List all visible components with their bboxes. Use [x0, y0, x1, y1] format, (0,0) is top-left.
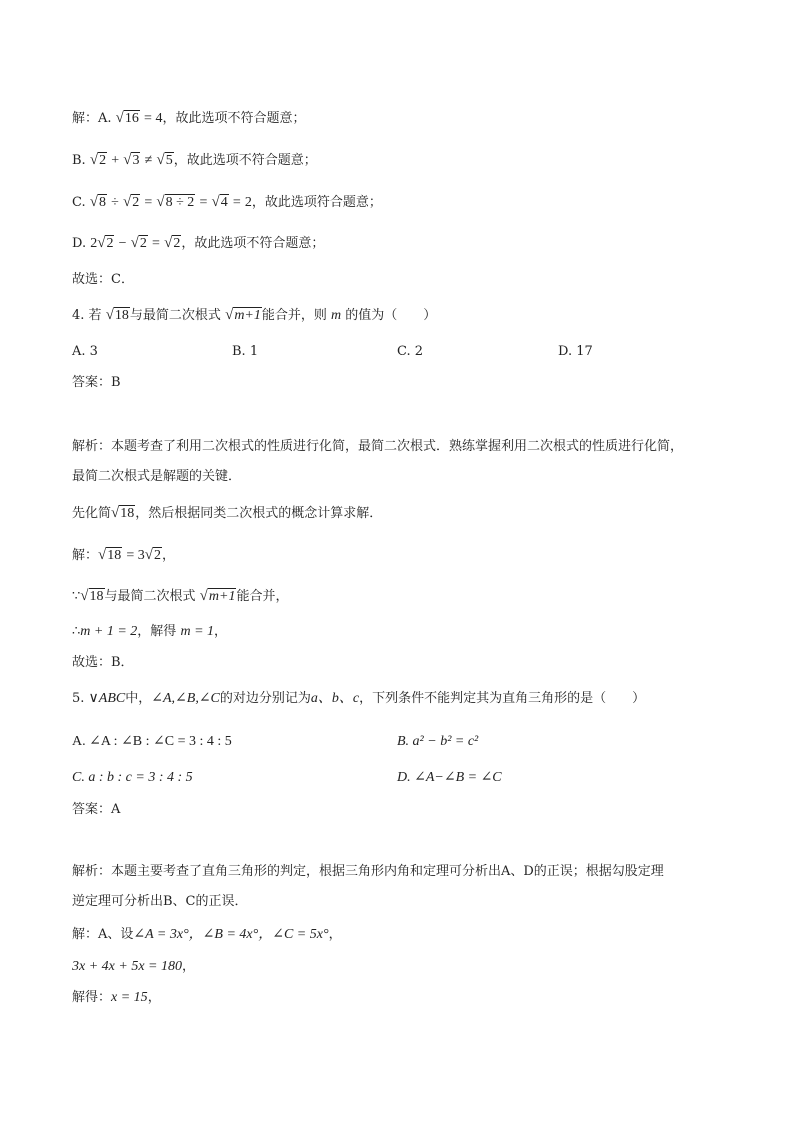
answer: 答案：A — [72, 802, 121, 817]
angles: ∠A,∠B,∠C — [151, 691, 220, 706]
analysis-line: 最简二次根式是解题的关键． — [72, 469, 242, 484]
equation: m = 1 — [180, 624, 215, 639]
step-text: ， — [147, 990, 161, 1005]
analysis-line: 逆定理可分析出B、C的正误． — [72, 894, 248, 909]
equation: = 3 — [126, 548, 145, 563]
solution-step — [72, 503, 382, 524]
solution-tail: ，故此选项符合题意； — [251, 195, 382, 210]
radical-expression: √2 — [89, 152, 107, 168]
question-text: 的对边分别记为 — [219, 691, 311, 706]
option-d: D. 17 — [558, 344, 593, 359]
solution-step — [72, 545, 175, 566]
minus-sign: − — [118, 236, 127, 251]
solution-prefix: C. — [72, 195, 86, 210]
step-text: ， — [181, 959, 195, 974]
step-text: 解得： — [72, 990, 112, 1005]
solution-step — [72, 957, 195, 977]
radical-expression: √18 — [80, 588, 104, 604]
option-b: B. 1 — [232, 344, 259, 359]
radical-expression: √18 — [105, 307, 129, 323]
question-4 — [72, 305, 436, 326]
solution-tail: ，故此选项不符合题意； — [162, 111, 306, 126]
radical-expression: √4 — [211, 194, 228, 210]
step-text: 与最简二次根式 — [104, 589, 196, 604]
because-symbol: ∵ — [72, 589, 81, 604]
question-text: 与最简二次根式 — [129, 308, 221, 323]
equal-sign: = — [144, 195, 153, 210]
solution-step — [72, 586, 288, 607]
choice-conclusion: 故选：B． — [72, 655, 134, 670]
solution-prefix: D. — [72, 236, 87, 251]
solution-c-line — [72, 192, 382, 213]
therefore-symbol: ∴ — [72, 624, 81, 639]
step-text: ， — [328, 927, 342, 942]
question-text: 能合并，则 — [261, 308, 327, 323]
analysis-line: 解析：本题主要考查了直角三角形的判定，根据三角形内角和定理可分析出A、D的正误；根据勾股定理 — [72, 864, 664, 879]
option-d: D. ∠A−∠B = ∠C — [397, 770, 502, 785]
step-text: 能合并， — [236, 589, 289, 604]
equal-sign: = — [232, 195, 241, 210]
equation: 3x + 4x + 5x = 180 — [72, 959, 182, 974]
radical-expression: √m+1 — [225, 307, 261, 323]
coefficient: 2 — [90, 236, 98, 251]
radical-expression: √16 — [115, 110, 139, 126]
question-text: 的值为（ ） — [345, 308, 437, 323]
result-value: 2 — [244, 195, 252, 210]
option-c: C. 2 — [397, 344, 424, 359]
option-c: C. a : b : c = 3 : 4 : 5 — [72, 770, 193, 785]
equation-rhs: = 4 — [144, 111, 163, 126]
question-5 — [72, 689, 645, 709]
solution-a-line — [72, 108, 305, 129]
question-text: 中， — [125, 691, 152, 706]
variable: m — [331, 308, 342, 323]
triangle-name: ∨ABC — [88, 691, 126, 706]
radical-expression: √2 — [122, 194, 140, 210]
solution-d-line — [72, 233, 324, 254]
solution-tail: ，故此选项不符合题意； — [181, 236, 325, 251]
question-number: 4. 若 — [72, 308, 102, 323]
step-text: ， — [162, 548, 176, 563]
option-a: A. 3 — [72, 344, 98, 359]
choice-conclusion: 故选：C． — [72, 272, 134, 287]
step-text: ，然后根据同类二次根式的概念计算求解． — [135, 506, 383, 521]
equation: m + 1 = 2 — [80, 624, 138, 639]
question-text: ，下列条件不能判定其为直角三角形的是（ ） — [359, 691, 646, 706]
analysis-line: 解析：本题考查了利用二次根式的性质进行化简，最简二次根式．熟练掌握利用二次根式的性质进行化简， — [72, 439, 684, 454]
step-text: ， — [214, 624, 228, 639]
step-text: 先化简 — [72, 506, 112, 521]
solution-step — [72, 988, 161, 1008]
solution-prefix: 解：A. — [72, 111, 112, 126]
radical-expression: √2 — [164, 235, 181, 251]
radical-expression: √18 — [111, 505, 135, 521]
divide-sign: ÷ — [111, 195, 119, 210]
equation: x = 15 — [111, 990, 148, 1005]
solution-step — [72, 925, 342, 945]
step-text: ，解得 — [137, 624, 177, 639]
radical-expression: √18 — [98, 547, 122, 563]
solution-tail: ，故此选项不符合题意； — [173, 153, 317, 168]
sides: a、b、c — [310, 691, 360, 706]
radical-expression: √2 — [97, 235, 114, 251]
radical-expression: √m+1 — [199, 588, 236, 604]
radical-expression: √5 — [156, 152, 173, 168]
radical-expression: √8 — [89, 194, 106, 210]
radical-expression: √2 — [144, 547, 162, 563]
plus-sign: + — [111, 153, 120, 168]
equal-sign: = — [199, 195, 208, 210]
radical-expression: √3 — [123, 152, 140, 168]
equation: ∠A = 3x°，∠B = 4x°，∠C = 5x° — [133, 927, 329, 942]
equal-sign: = — [152, 236, 160, 251]
step-text: 解： — [72, 548, 99, 563]
solution-b-line — [72, 150, 317, 171]
answer: 答案：B — [72, 375, 121, 390]
radical-expression: √2 — [130, 235, 147, 251]
option-b: B. a² − b² = c² — [397, 734, 479, 749]
step-text: 解：A、设 — [72, 927, 134, 942]
option-a: A. ∠A : ∠B : ∠C = 3 : 4 : 5 — [72, 734, 232, 749]
question-number: 5. — [72, 691, 85, 706]
solution-prefix: B. — [72, 153, 86, 168]
radical-expression: √8 ÷ 2 — [156, 194, 195, 210]
solution-step — [72, 622, 227, 642]
not-equal-sign: ≠ — [144, 153, 153, 168]
